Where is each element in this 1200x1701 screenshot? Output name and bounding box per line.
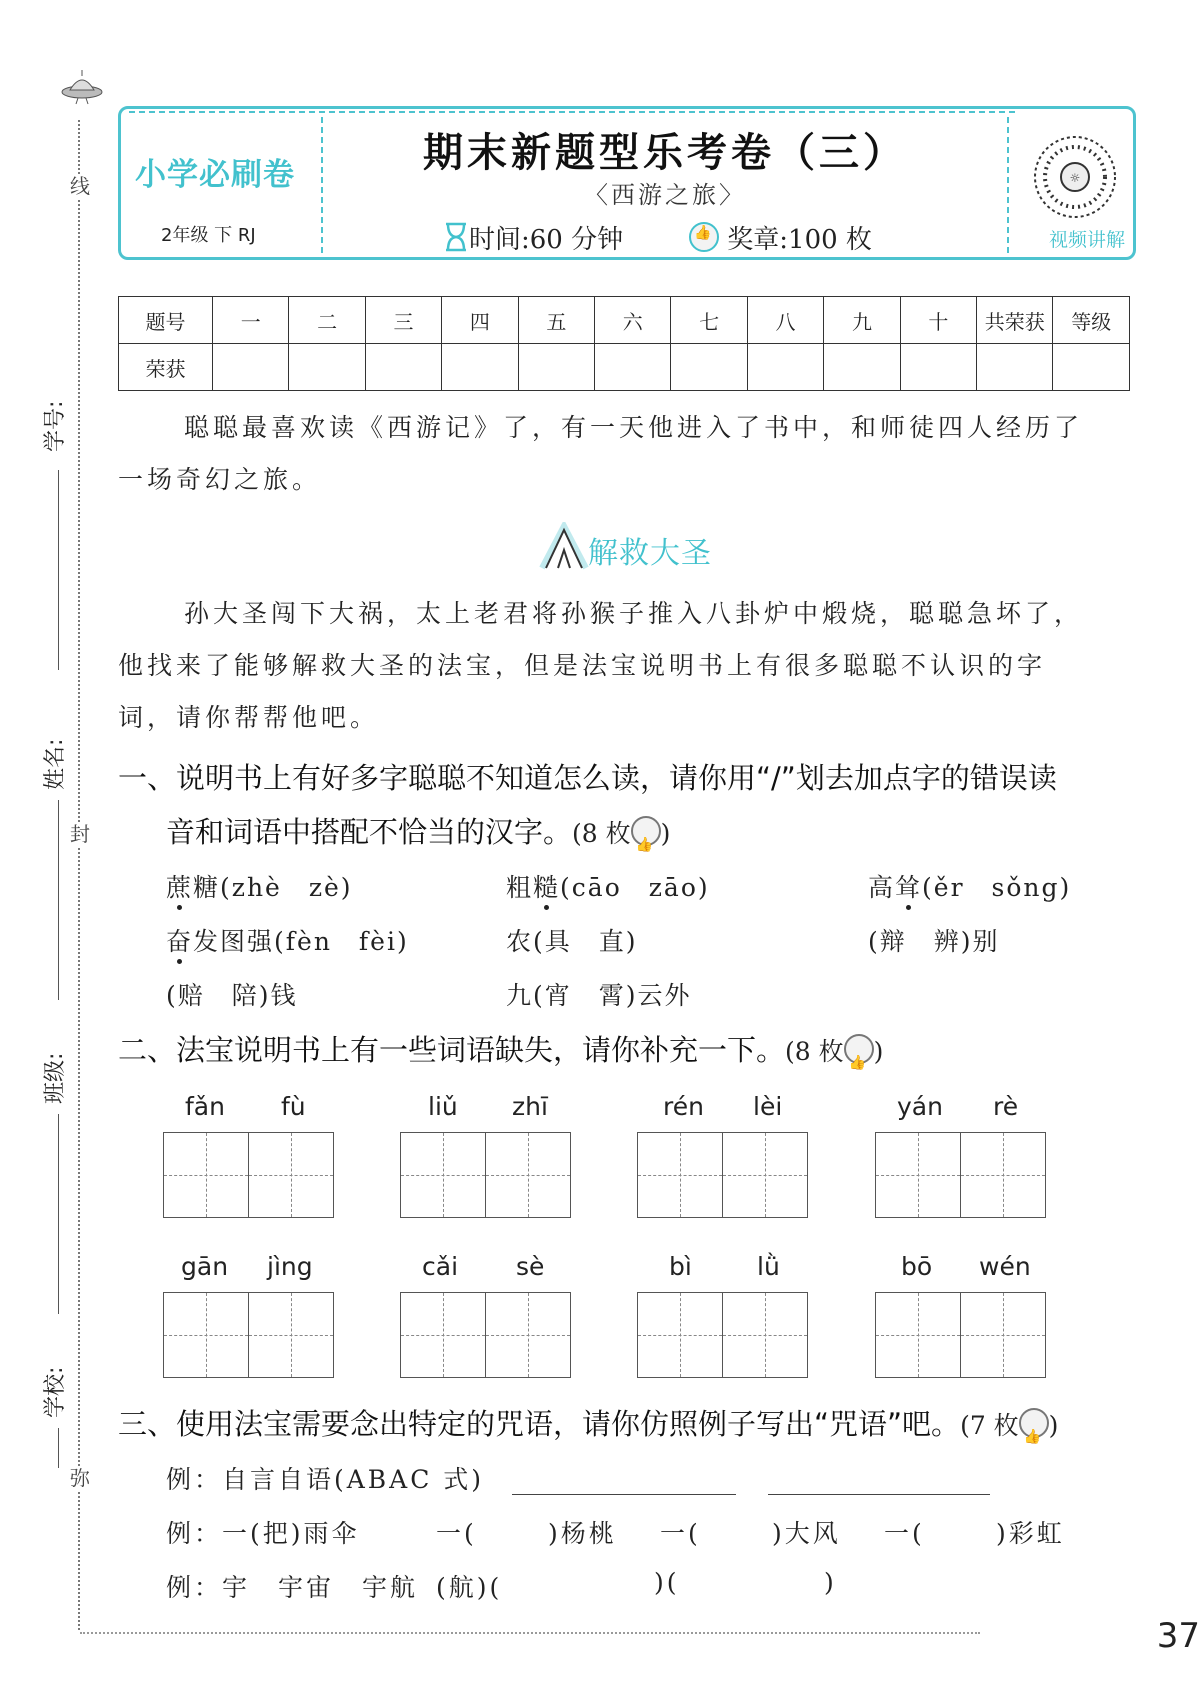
question-3-score: (7 枚👍 ) bbox=[960, 1411, 1058, 1440]
dotted-char: 糙 bbox=[533, 873, 561, 902]
tent-icon bbox=[536, 522, 592, 572]
class-label: 班级: bbox=[43, 1052, 68, 1104]
thumbs-up-medal-icon bbox=[844, 1034, 874, 1064]
q3-blank-open[interactable]: 一( bbox=[436, 1519, 477, 1548]
tianzige-cell[interactable] bbox=[722, 1292, 808, 1378]
table-cell: 题号 bbox=[119, 297, 213, 344]
question-1-title-cont bbox=[166, 806, 670, 860]
score-input-cell[interactable] bbox=[1053, 344, 1130, 391]
intro-line-1: 聪聪最喜欢读《西游记》了，有一天他进入了书中，和师徒四人经历了 bbox=[184, 413, 1084, 442]
question-3-title-text: 三、使用法宝需要念出特定的咒语，请你仿照例子写出“咒语”吧。 bbox=[118, 1407, 961, 1441]
pinyin: bō bbox=[901, 1252, 933, 1281]
cut-char-line: 线 bbox=[70, 174, 90, 198]
table-cell: 九 bbox=[824, 297, 900, 344]
cut-char-mi: 弥 bbox=[70, 1466, 90, 1490]
section-title bbox=[536, 522, 736, 572]
q1-item-text: (赔 陪)钱 bbox=[166, 981, 298, 1010]
q1-item[interactable] bbox=[506, 922, 638, 958]
score-input-cell[interactable] bbox=[595, 344, 671, 391]
tianzige-cell[interactable] bbox=[485, 1292, 571, 1378]
question-1-title-line2: 音和词语中搭配不恰当的汉字。 bbox=[166, 815, 573, 849]
school-field[interactable] bbox=[58, 1428, 59, 1468]
exam-subtitle: 〈西游之旅〉 bbox=[584, 181, 746, 209]
question-2-title-text: 二、法宝说明书上有一些词语缺失，请你补充一下。 bbox=[118, 1033, 786, 1067]
score-table-header-row bbox=[119, 297, 1130, 344]
score-input-cell[interactable] bbox=[977, 344, 1053, 391]
tianzige-cell[interactable] bbox=[637, 1292, 723, 1378]
q3-example-3: 例：宇 宇宙 宇航 bbox=[166, 1573, 419, 1602]
table-cell: 三 bbox=[365, 297, 441, 344]
q3-blank-close: )大风 bbox=[772, 1519, 841, 1548]
score-input-cell[interactable] bbox=[213, 344, 289, 391]
qr-code-icon[interactable] bbox=[1033, 135, 1117, 219]
q3-example-1: 例：自言自语(ABAC 式) bbox=[166, 1465, 485, 1494]
q3-blank-open[interactable]: (航)( bbox=[436, 1573, 503, 1602]
section-line-2: 他找来了能够解救大圣的法宝，但是法宝说明书上有很多聪聪不认识的字 bbox=[118, 651, 1047, 680]
pinyin: rè bbox=[993, 1092, 1019, 1121]
q1-item-text: (ěr sǒng) bbox=[922, 873, 1072, 902]
q1-item-text: (辩 辨)别 bbox=[868, 927, 1000, 956]
question-2-title bbox=[118, 1024, 883, 1078]
thumbs-up-medal-icon bbox=[1019, 1408, 1049, 1438]
tianzige-cell[interactable] bbox=[875, 1292, 961, 1378]
question-2-score-text: (8 枚 bbox=[785, 1037, 844, 1066]
name-label: 姓名: bbox=[43, 738, 68, 790]
score-input-cell[interactable] bbox=[747, 344, 823, 391]
exam-header bbox=[118, 106, 1136, 260]
tianzige-cell[interactable] bbox=[960, 1132, 1046, 1218]
ufo-icon bbox=[60, 68, 104, 106]
tianzige-cell[interactable] bbox=[163, 1292, 249, 1378]
thumbs-up-medal-icon bbox=[689, 222, 719, 252]
intro-paragraph bbox=[118, 402, 1130, 506]
pinyin: lèi bbox=[753, 1092, 783, 1121]
binding-cut-line bbox=[78, 120, 80, 1630]
score-input-cell[interactable] bbox=[442, 344, 518, 391]
score-input-cell[interactable] bbox=[824, 344, 900, 391]
question-2-score: (8 枚👍 ) bbox=[785, 1037, 883, 1066]
hourglass-icon bbox=[443, 222, 469, 252]
tianzige-cell[interactable] bbox=[875, 1132, 961, 1218]
page-number: 37 bbox=[1156, 1616, 1200, 1656]
intro-line-2: 一场奇幻之旅。 bbox=[118, 465, 322, 494]
student-id-field[interactable] bbox=[58, 470, 59, 670]
table-cell: 十 bbox=[900, 297, 976, 344]
score-input-cell[interactable] bbox=[671, 344, 747, 391]
brand-logo: 小学必刷卷 bbox=[135, 157, 295, 193]
school-label: 学校: bbox=[43, 1366, 68, 1418]
pinyin: fù bbox=[281, 1092, 306, 1121]
tianzige-cell[interactable] bbox=[960, 1292, 1046, 1378]
q1-item[interactable] bbox=[506, 976, 692, 1012]
tianzige-cell[interactable] bbox=[400, 1132, 486, 1218]
time-info bbox=[443, 219, 623, 256]
table-cell: 荣获 bbox=[119, 344, 213, 391]
score-table-score-row bbox=[119, 344, 1130, 391]
thumbs-up-medal-icon bbox=[631, 816, 661, 846]
table-cell: 七 bbox=[671, 297, 747, 344]
pinyin: jìng bbox=[267, 1252, 313, 1281]
pinyin: fǎn bbox=[185, 1092, 225, 1121]
q3-blank-mid[interactable]: )( bbox=[654, 1568, 680, 1597]
q3-blank-close: ) bbox=[824, 1568, 837, 1597]
svg-text:☼: ☼ bbox=[1069, 171, 1081, 185]
table-cell: 二 bbox=[289, 297, 365, 344]
answer-line[interactable] bbox=[768, 1494, 990, 1495]
time-text: 时间:60 分钟 bbox=[469, 225, 624, 255]
question-3-score-text: (7 枚 bbox=[960, 1411, 1019, 1440]
table-cell: 八 bbox=[747, 297, 823, 344]
section-line-3: 词，请你帮帮他吧。 bbox=[118, 703, 380, 732]
pinyin: gān bbox=[181, 1252, 229, 1281]
q1-item-pre: 高 bbox=[868, 873, 896, 902]
q3-blank-open[interactable]: 一( bbox=[884, 1519, 925, 1548]
tianzige-cell[interactable] bbox=[722, 1132, 808, 1218]
pinyin: cǎi bbox=[422, 1252, 459, 1281]
table-cell: 六 bbox=[595, 297, 671, 344]
q1-item[interactable] bbox=[166, 976, 298, 1012]
tianzige-cell[interactable] bbox=[485, 1132, 571, 1218]
table-cell: 四 bbox=[442, 297, 518, 344]
score-input-cell[interactable] bbox=[518, 344, 594, 391]
pinyin: yán bbox=[897, 1092, 943, 1121]
student-id-label: 学号: bbox=[43, 400, 68, 452]
class-field[interactable] bbox=[58, 1114, 59, 1314]
question-1-score: (8 枚👍 ) bbox=[572, 819, 670, 848]
bottom-divider bbox=[80, 1632, 980, 1634]
pinyin: sè bbox=[516, 1252, 545, 1281]
q1-item[interactable] bbox=[166, 868, 353, 904]
q3-blank-close: )彩虹 bbox=[996, 1519, 1065, 1548]
pinyin: wén bbox=[979, 1252, 1031, 1281]
pinyin: bì bbox=[669, 1252, 692, 1281]
pinyin: liǔ bbox=[428, 1092, 458, 1121]
award-text: 奖章:100 枚 bbox=[727, 225, 872, 255]
header-decor-line bbox=[129, 111, 1015, 118]
dotted-char: 蔗 bbox=[166, 873, 194, 902]
name-field[interactable] bbox=[58, 800, 59, 1000]
q1-item[interactable] bbox=[166, 922, 409, 958]
question-3-title bbox=[118, 1398, 1058, 1452]
q1-item-text: 九(宵 霄)云外 bbox=[506, 981, 692, 1010]
pinyin: rén bbox=[663, 1092, 704, 1121]
tianzige-cell[interactable] bbox=[163, 1132, 249, 1218]
q3-blank-open[interactable]: 一( bbox=[660, 1519, 701, 1548]
table-cell: 等级 bbox=[1053, 297, 1130, 344]
dotted-char: 奋 bbox=[166, 927, 194, 956]
answer-line[interactable] bbox=[512, 1494, 736, 1495]
q1-item[interactable] bbox=[868, 868, 1071, 904]
tianzige-cell[interactable] bbox=[248, 1132, 334, 1218]
q1-item-text: 发图强(fèn fèi) bbox=[193, 927, 409, 956]
section-title-text: 解救大圣 bbox=[588, 536, 712, 571]
tianzige-cell[interactable] bbox=[637, 1132, 723, 1218]
exam-title: 期末新题型乐考卷（三） bbox=[423, 129, 907, 176]
q1-item-text: 农(具 直) bbox=[506, 927, 638, 956]
q1-item[interactable] bbox=[506, 868, 710, 904]
table-cell: 五 bbox=[518, 297, 594, 344]
pinyin: lǜ bbox=[757, 1252, 780, 1281]
score-input-cell[interactable] bbox=[365, 344, 441, 391]
q3-blank-close: )杨桃 bbox=[548, 1519, 617, 1548]
question-1-score-text: (8 枚 bbox=[572, 819, 631, 848]
q1-item-text: 糖(zhè zè) bbox=[193, 873, 353, 902]
tianzige-cell[interactable] bbox=[400, 1292, 486, 1378]
score-input-cell[interactable] bbox=[900, 344, 976, 391]
q1-item[interactable] bbox=[868, 922, 1000, 958]
section-line-1: 孙大圣闯下大祸，太上老君将孙猴子推入八卦炉中煅烧，聪聪急坏了， bbox=[184, 599, 1084, 628]
video-explain-label: 视频讲解 bbox=[1048, 229, 1125, 251]
q1-item-pre: 粗 bbox=[506, 873, 534, 902]
dotted-char: 耸 bbox=[895, 873, 923, 902]
cut-char-seal: 封 bbox=[70, 822, 90, 846]
table-cell: 一 bbox=[213, 297, 289, 344]
grade-label: 2年级 下 RJ bbox=[161, 225, 256, 246]
score-table bbox=[118, 296, 1130, 391]
score-input-cell[interactable] bbox=[289, 344, 365, 391]
section-paragraph bbox=[118, 588, 1130, 744]
q3-example-2: 例：一(把)雨伞 bbox=[166, 1519, 360, 1548]
question-1-title: 一、说明书上有好多字聪聪不知道怎么读，请你用“/”划去加点字的错误读 bbox=[118, 761, 1057, 795]
table-cell: 共荣获 bbox=[977, 297, 1053, 344]
tianzige-cell[interactable] bbox=[248, 1292, 334, 1378]
q1-item-text: (cāo zāo) bbox=[560, 873, 710, 902]
award-info bbox=[689, 219, 872, 256]
pinyin: zhī bbox=[512, 1092, 548, 1121]
